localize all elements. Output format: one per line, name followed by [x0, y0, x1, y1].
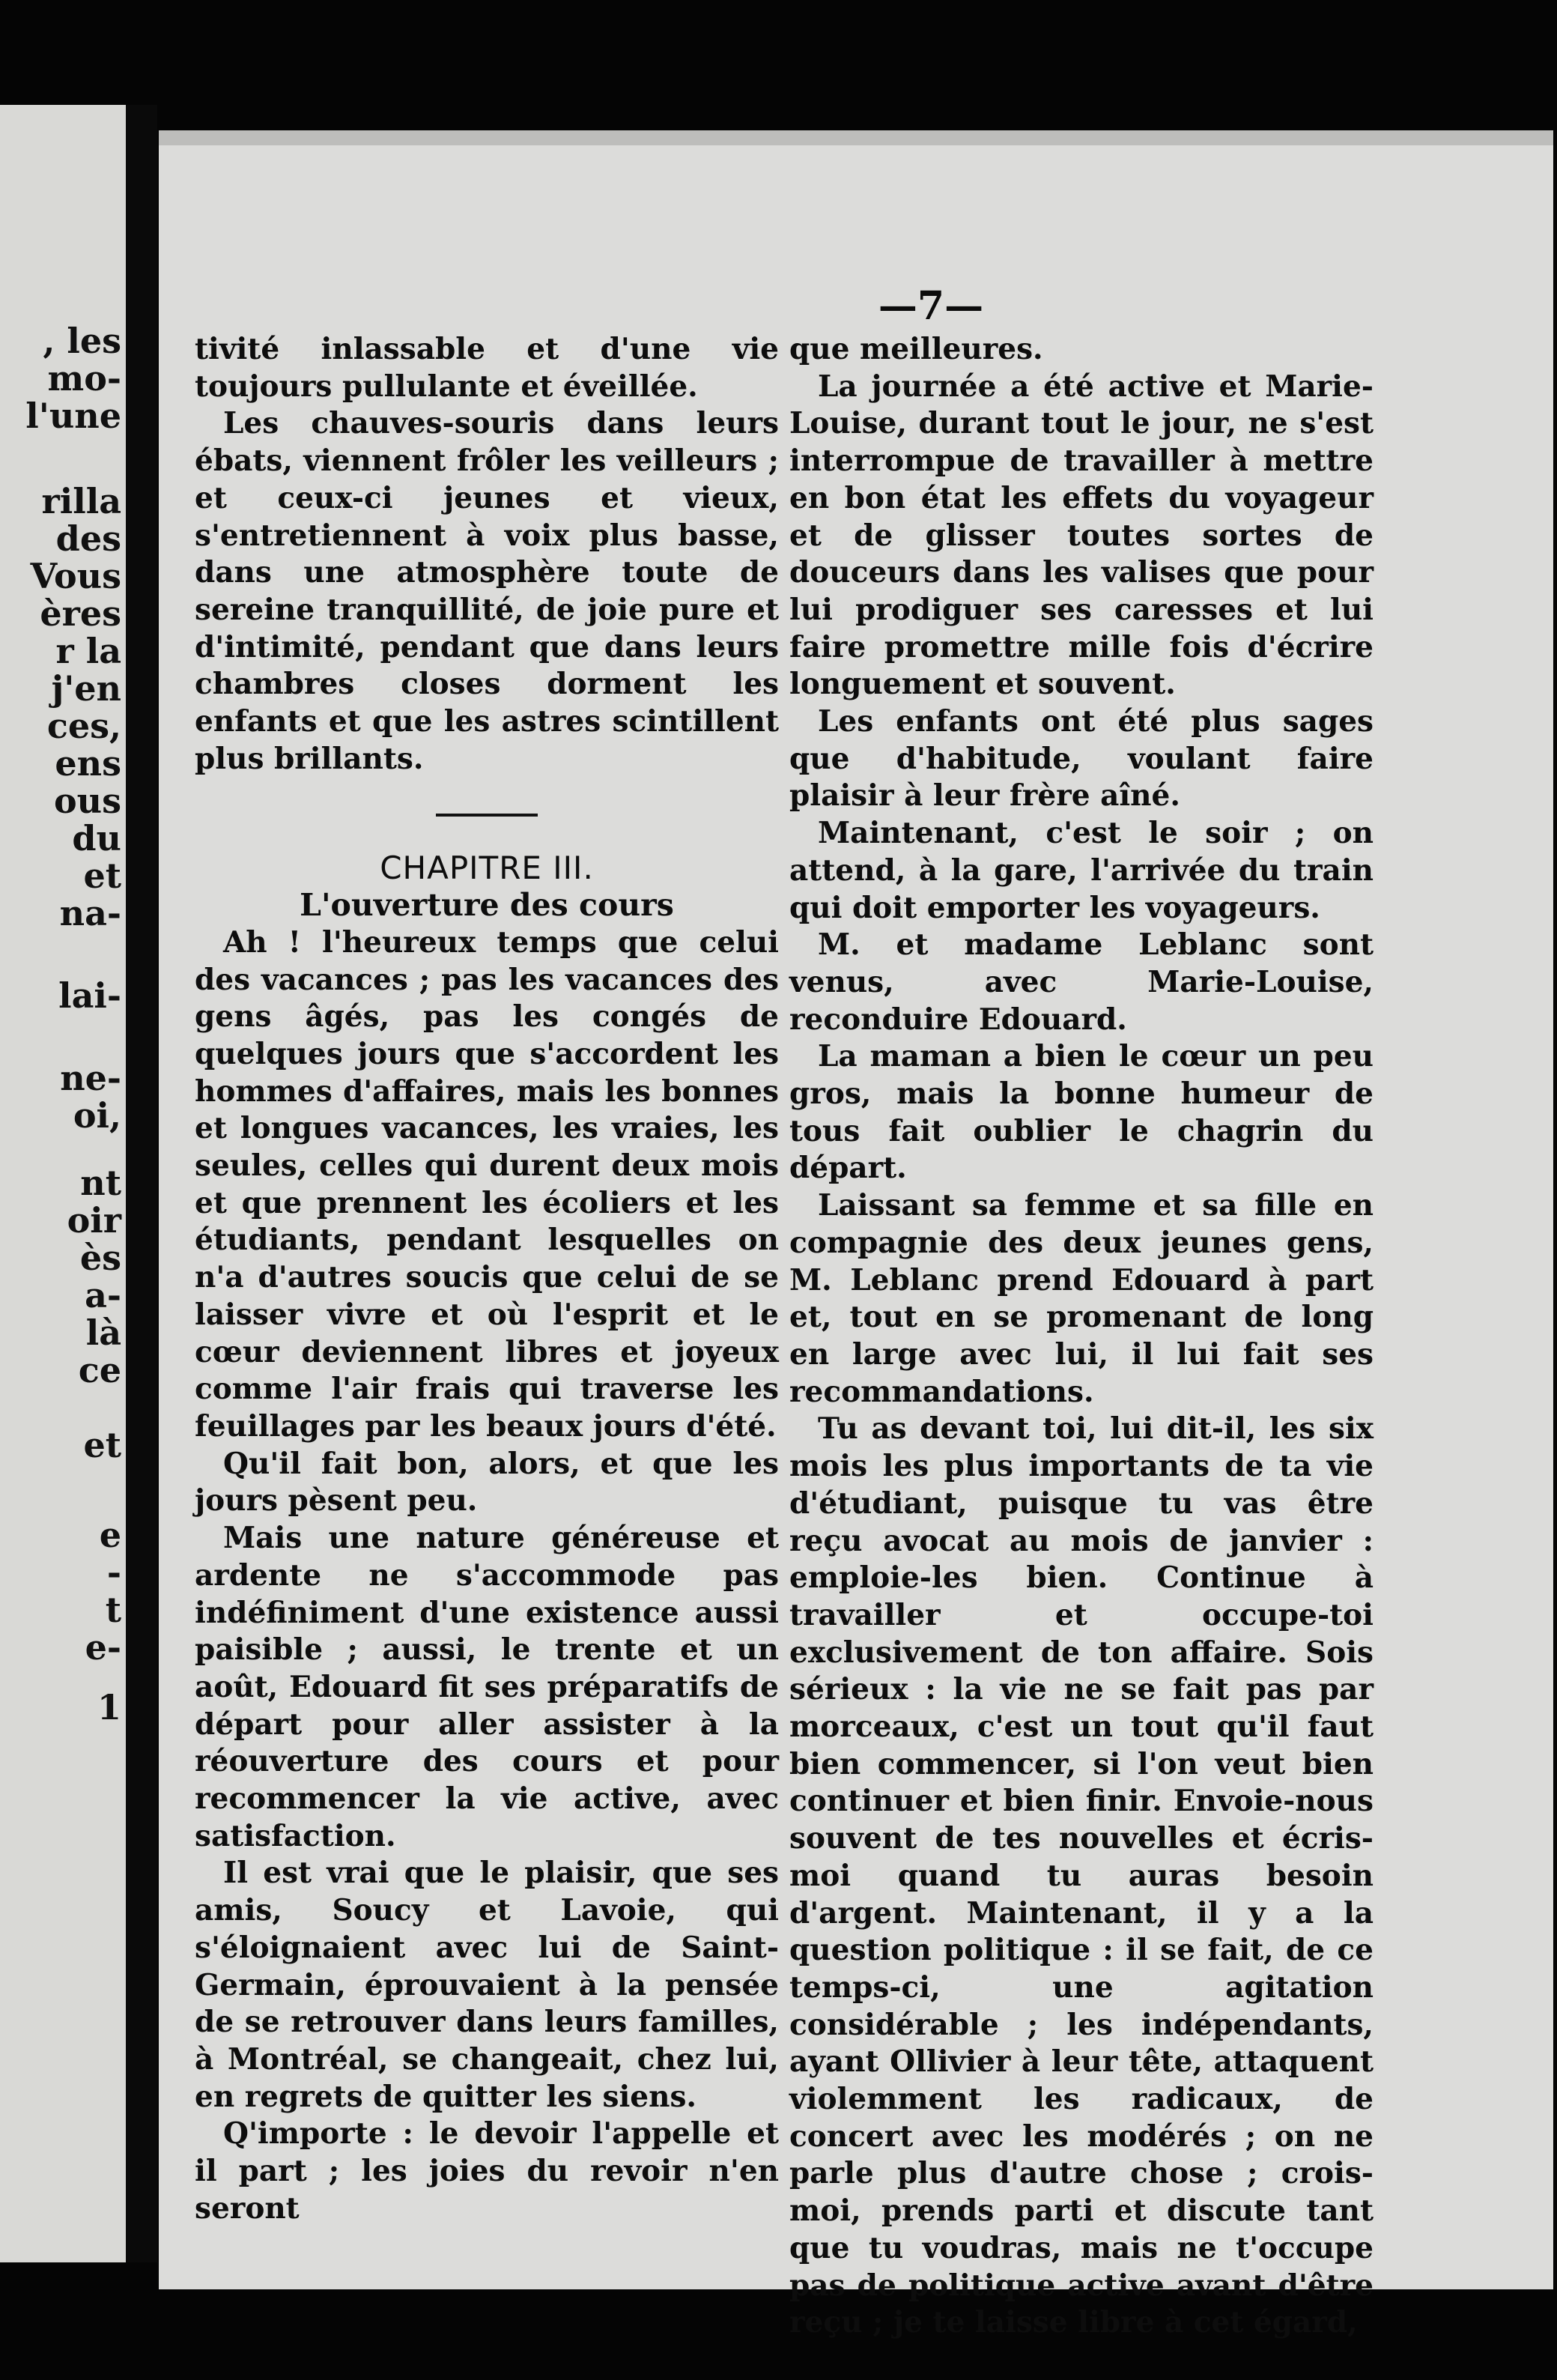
- sliver-fragment: t: [105, 1590, 121, 1630]
- right-text-column: [789, 331, 1374, 2342]
- chapter-heading: CHAPITRE III.: [380, 850, 594, 887]
- paragraph: Les chauves-souris dans leurs ébats, viennent frôler les veilleurs ; et ceux-ci jeunes et vieux, s'entretiennent à voix plus basse, dans une atmosphère toute de sereine tranquillité, de joie pure et d'intimité, pendant que dans leurs chambres closes dorment les enfants et que les astres scintillent plus brillants.: [195, 406, 779, 776]
- sliver-fragment: ès: [79, 1238, 121, 1278]
- sliver-fragment: Vous: [30, 556, 121, 596]
- paragraph: Ah ! l'heureux temps que celui des vacances ; pas les vacances des gens âgés, pas les congés de quelques jours que s'accordent les hommes d'affaires, mais les bonnes et longues vacances, les vraies, les seules, celles qui durent deux mois et que prennent les écoliers et les étudiants, pendant lesquelles on n'a d'autres soucis que celui de se laisser vivre et où l'esprit et le cœur deviennent libres et joyeux comme l'air frais qui traverse les feuillages par les beaux jours d'été.: [195, 924, 779, 1444]
- adjacent-page-edge: [0, 105, 126, 2262]
- sliver-fragment: ce: [78, 1350, 121, 1390]
- sliver-fragment: a-: [85, 1275, 121, 1315]
- paragraph: Il est vrai que le plaisir, que ses amis, Soucy et Lavoie, qui s'éloignaient avec lui de Saint-Germain, éprouvaient à la pensée de se retrouver dans leurs familles, à Montréal, se changeait, chez lui, en regrets de quitter les siens.: [195, 1856, 779, 2114]
- sliver-fragment: des: [55, 518, 121, 559]
- sliver-fragment: et: [83, 1425, 121, 1465]
- section-divider: [436, 814, 538, 817]
- sliver-fragment: ces,: [46, 706, 121, 746]
- sliver-fragment: l'une: [25, 396, 121, 436]
- sliver-fragment: rilla: [41, 481, 121, 521]
- left-text-column: [195, 331, 779, 2227]
- paragraph: Tu as devant toi, lui dit-il, les six mois les plus importants de ta vie d'étudiant, puisque tu vas être reçu avocat au mois de janvier : emploie-les bien. Continue à travailler et occupe-toi exclusivement de ton affaire. Sois sérieux : la vie ne se fait pas par morceaux, c'est un tout qu'il faut bien commencer, si l'on veut bien continuer et bien finir. Envoie-nous souvent de tes nouvelles et écris-moi quand tu auras besoin d'argent. Maintenant, il y a la question politique : il se fait, de ce temps-ci, une agitation considérable ; les indépendants, ayant Ollivier à leur tête, attaquent violemment les radicaux, de concert avec les modérés ; on ne parle plus d'autre chose ; crois-moi, prends parti et discute tant que tu voudras, mais ne t'occupe pas de politique active avant d'être reçu ; je te laisse libre à cet égard,: [789, 1411, 1374, 2340]
- sliver-fragment: -: [106, 1552, 121, 1593]
- paragraph: Qu'il fait bon, alors, et que les jours pèsent peu.: [195, 1446, 779, 1518]
- paragraph: Q'importe : le devoir l'appelle et il part ; les joies du revoir n'en seront: [195, 2116, 779, 2226]
- paragraph: tivité inlassable et d'une vie toujours pullulante et éveillée.: [195, 332, 779, 404]
- paragraph: Laissant sa femme et sa fille en compagnie des deux jeunes gens, M. Leblanc prend Edouard à part et, tout en se promenant de long en large avec lui, il lui fait ses recommandations.: [789, 1188, 1374, 1409]
- sliver-fragment: du: [72, 818, 121, 859]
- sliver-fragment: ous: [53, 781, 121, 821]
- sliver-fragment: mo-: [47, 358, 121, 399]
- sliver-fragment: j'en: [51, 668, 121, 709]
- sliver-fragment: r la: [55, 631, 121, 671]
- paragraph: Mais une nature généreuse et ardente ne s'accommode pas indéfiniment d'une existence aussi paisible ; aussi, le trente et un août, Edouard fit ses préparatifs de départ pour aller assister à la réouverture des cours et pour recommencer la vie active, avec satisfaction.: [195, 1521, 779, 1853]
- sliver-fragment: na-: [59, 893, 121, 933]
- sliver-fragment: oir: [67, 1200, 121, 1241]
- book-page: [159, 130, 1553, 2340]
- sliver-fragment: e: [99, 1515, 121, 1555]
- page-binding-shadow: [126, 105, 157, 2262]
- sliver-fragment: ens: [55, 743, 121, 784]
- sliver-fragment: ères: [40, 593, 121, 634]
- sliver-fragment: 1: [97, 1687, 121, 1728]
- paragraph: M. et madame Leblanc sont venus, avec Marie-Louise, reconduire Edouard.: [789, 927, 1374, 1037]
- sliver-fragment: e-: [85, 1627, 121, 1668]
- sliver-fragment: oi,: [73, 1095, 121, 1136]
- sliver-fragment: lai-: [58, 975, 121, 1016]
- paragraph: que meilleures.: [789, 332, 1043, 366]
- page-number: —7—: [878, 283, 984, 329]
- paragraph: La maman a bien le cœur un peu gros, mais la bonne humeur de tous fait oublier le chagrin du départ.: [789, 1039, 1374, 1186]
- sliver-fragment: nt: [80, 1163, 121, 1203]
- paragraph: Maintenant, c'est le soir ; on attend, à la gare, l'arrivée du train qui doit emporter les voyageurs.: [789, 816, 1374, 925]
- chapter-title: L'ouverture des cours: [300, 887, 674, 924]
- sliver-fragment: et: [83, 856, 121, 896]
- sliver-fragment: là: [85, 1312, 121, 1353]
- paragraph: Les enfants ont été plus sages que d'habitude, voulant faire plaisir à leur frère aîné.: [789, 704, 1374, 814]
- sliver-fragment: ne-: [60, 1058, 121, 1098]
- sliver-fragment: , les: [43, 321, 121, 361]
- paragraph: La journée a été active et Marie-Louise, durant tout le jour, ne s'est interrompue de travailler à mettre en bon état les effets du voyageur et de glisser toutes sortes de douceurs dans les valises que pour lui prodiguer ses caresses et lui faire promettre mille fois d'écrire longuement et souvent.: [789, 369, 1374, 702]
